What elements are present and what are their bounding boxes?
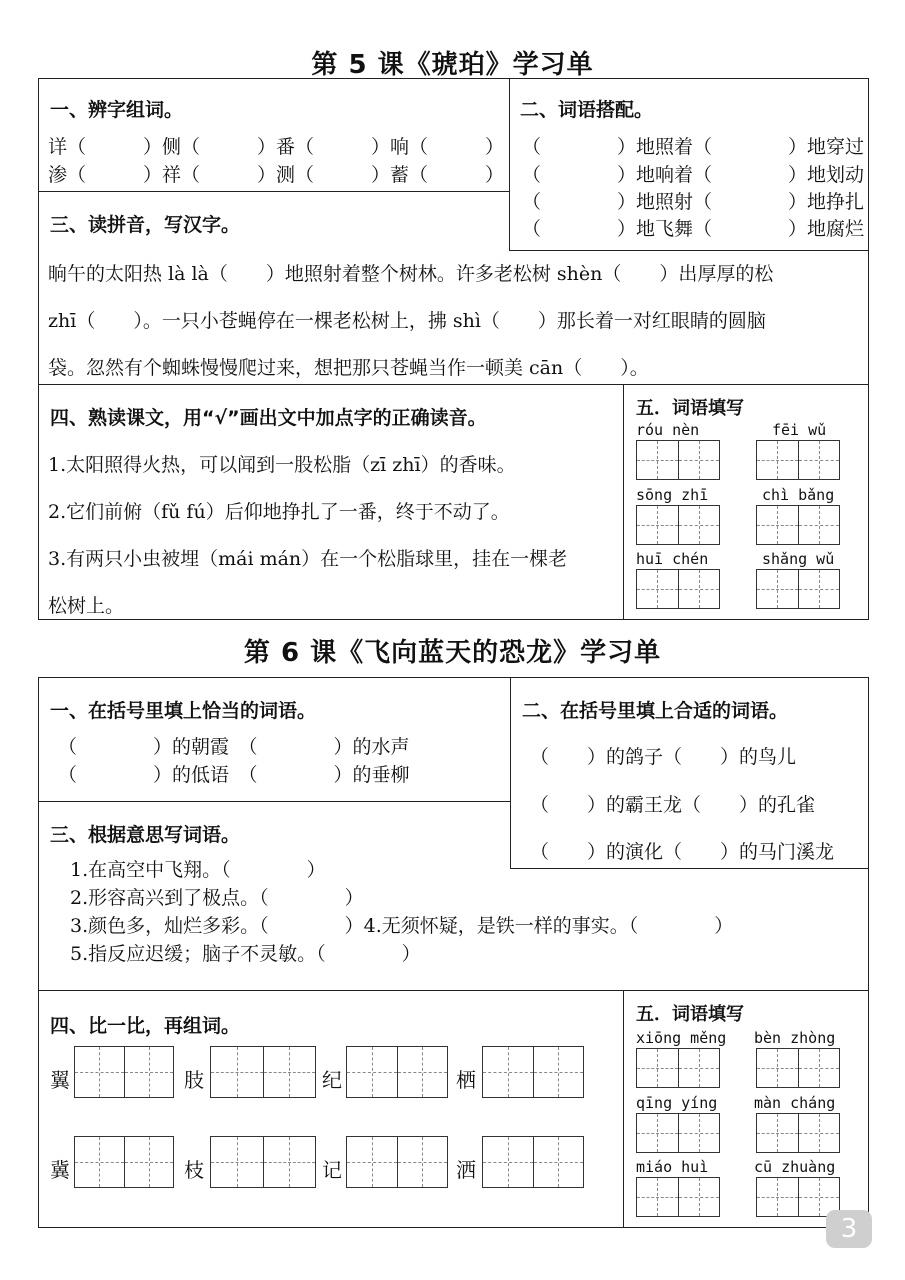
writing-grid[interactable]: [482, 1136, 584, 1188]
pinyin-label: chì bǎng: [762, 486, 835, 504]
writing-grid[interactable]: [636, 505, 720, 545]
lesson6-title: 第 6 课《飞向蓝天的恐龙》学习单: [243, 638, 662, 668]
writing-grid[interactable]: [346, 1136, 448, 1188]
pinyin-label: shǎng wǔ: [762, 550, 835, 568]
lesson5-s2-row: （ ）地照射（ ）地挣扎: [522, 191, 865, 213]
lesson6-s5-heading: 五．词语填写: [636, 1004, 744, 1025]
pinyin-label: róu nèn: [636, 421, 700, 439]
lesson6-s2-heading: 二、在括号里填上合适的词语。: [522, 700, 789, 722]
lesson5-s3-line: zhī（ ）。一只小苍蝇停在一棵老松树上，拂 shì（ ）那长着一对红眼睛的圆脑: [48, 310, 766, 332]
writing-grid[interactable]: [210, 1046, 316, 1098]
lesson5-s1-row2: 渗（ ）祥（ ）测（ ）蓄（ ）: [48, 164, 505, 186]
lesson6-s1-row1: （ ）的朝霞 （ ）的水声: [58, 736, 410, 758]
writing-grid[interactable]: [482, 1046, 584, 1098]
writing-grid[interactable]: [636, 1113, 720, 1153]
lesson6-s3-line: 3.颜色多，灿烂多彩。（ ）4.无须怀疑，是铁一样的事实。（ ）: [70, 915, 734, 937]
writing-grid[interactable]: [756, 1048, 840, 1088]
pinyin-label: bèn zhòng: [754, 1029, 836, 1047]
writing-grid[interactable]: [756, 440, 840, 480]
lesson6-s2-row: （ ）的鸽子（ ）的鸟儿: [530, 746, 797, 768]
writing-grid[interactable]: [636, 569, 720, 609]
pinyin-label: fēi wǔ: [772, 421, 827, 439]
pinyin-label: sōng zhī: [636, 486, 709, 504]
lesson6-s3-line: 1.在高空中飞翔。（ ）: [70, 859, 326, 881]
lesson5-s2-row: （ ）地照着（ ）地穿过: [522, 136, 865, 158]
lesson6-s4-heading: 四、比一比，再组词。: [50, 1015, 241, 1037]
writing-grid[interactable]: [756, 1113, 840, 1153]
pinyin-label: miáo huì: [636, 1158, 709, 1176]
compare-char: 枝: [184, 1158, 204, 1182]
lesson6-s3-line: 5.指反应迟缓；脑子不灵敏。（ ）: [70, 943, 421, 965]
lesson5-s1-row1: 详（ ）侧（ ）番（ ）响（ ）: [48, 136, 505, 158]
writing-grid[interactable]: [74, 1136, 174, 1188]
writing-grid[interactable]: [346, 1046, 448, 1098]
lesson6-s2-row: （ ）的霸王龙（ ）的孔雀: [530, 794, 816, 816]
writing-grid[interactable]: [636, 440, 720, 480]
lesson5-s5-heading: 五．词语填写: [636, 398, 744, 419]
lesson5-s4-heading: 四、熟读课文，用“√”画出文中加点字的正确读音。: [50, 407, 487, 429]
writing-grid[interactable]: [756, 505, 840, 545]
lesson6-s3-line: 2.形容高兴到了极点。（ ）: [70, 887, 364, 909]
writing-grid[interactable]: [756, 1177, 840, 1217]
lesson5-s3-line: 袋。忽然有个蜘蛛慢慢爬过来，想把那只苍蝇当作一顿美 cān（ ）。: [48, 357, 649, 379]
pinyin-label: qīng yíng: [636, 1094, 718, 1112]
pinyin-label: xiōng měng: [636, 1029, 727, 1047]
lesson5-s4-line: 2.它们前俯（fǔ fú）后仰地挣扎了一番，终于不动了。: [48, 501, 510, 523]
lesson5-s2-row: （ ）地响着（ ）地划动: [522, 164, 865, 186]
lesson5-s1-heading: 一、辨字组词。: [50, 99, 184, 121]
compare-char: 翼: [50, 1068, 70, 1092]
lesson5-s3-heading: 三、读拼音，写汉字。: [50, 214, 241, 236]
lesson5-s4-line: 3.有两只小虫被埋（mái mán）在一个松脂球里，挂在一棵老: [48, 548, 568, 570]
compare-char: 纪: [322, 1068, 342, 1092]
compare-char: 肢: [184, 1068, 204, 1092]
compare-char: 冀: [50, 1158, 70, 1182]
lesson5-s2-heading: 二、词语搭配。: [520, 99, 654, 121]
lesson5-s4-line: 1.太阳照得火热，可以闻到一股松脂（zī zhī）的香味。: [48, 454, 516, 476]
writing-grid[interactable]: [210, 1136, 316, 1188]
compare-char: 记: [322, 1158, 342, 1182]
page-number-badge: 3: [826, 1210, 872, 1248]
lesson6-s1-row2: （ ）的低语 （ ）的垂柳: [58, 764, 410, 786]
lesson6-s2-row: （ ）的演化（ ）的马门溪龙: [530, 841, 835, 863]
pinyin-label: cū zhuàng: [754, 1158, 836, 1176]
lesson5-s2-row: （ ）地飞舞（ ）地腐烂: [522, 218, 865, 240]
pinyin-label: màn cháng: [754, 1094, 836, 1112]
writing-grid[interactable]: [636, 1048, 720, 1088]
writing-grid[interactable]: [74, 1046, 174, 1098]
lesson6-s3-heading: 三、根据意思写词语。: [50, 824, 241, 846]
writing-grid[interactable]: [756, 569, 840, 609]
writing-grid[interactable]: [636, 1177, 720, 1217]
lesson5-title: 第 5 课《琥珀》学习单: [311, 50, 594, 80]
lesson5-s3-line: 晌午的太阳热 là là（ ）地照射着整个树林。许多老松树 shèn（ ）出厚厚的松: [48, 263, 774, 285]
compare-char: 栖: [456, 1068, 476, 1092]
lesson6-s1-heading: 一、在括号里填上恰当的词语。: [50, 700, 317, 722]
pinyin-label: huī chén: [636, 550, 709, 568]
lesson5-s4-line: 松树上。: [48, 595, 125, 617]
compare-char: 洒: [456, 1158, 476, 1182]
